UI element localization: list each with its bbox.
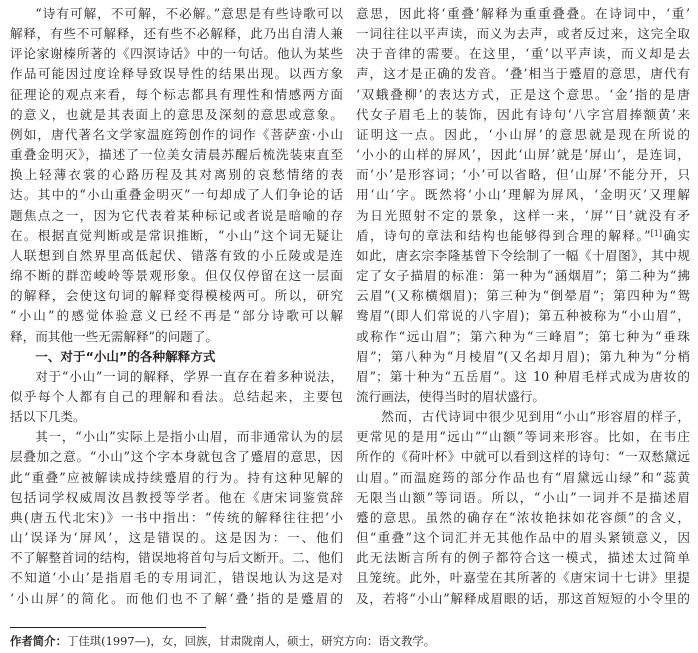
text-line: 且笼统。此外，叶嘉莹在其所著的《唐宋词十七讲》里提 <box>356 570 690 586</box>
text-line: 为日光照射不定的景象，这样一来，‘屏’‘日’就没有矛 <box>356 207 690 223</box>
text-line: ‘双蛾叠柳’的表达方式，正是这个意思。‘金’指的是唐 <box>356 86 690 102</box>
text-line: 决于音律的需要。在这里，‘重’以平声读，而义却是去 <box>356 46 690 62</box>
text-line: 不知道‘小山’是指眉毛的专用词汇，错误地认为这是对 <box>10 570 343 586</box>
text-line: “诗有可解，不可解，不必解。”意思是有些诗歌可以 <box>35 6 343 21</box>
text-line: 如此，唐玄宗李隆基曾下令绘制了一幅《十眉图》，其中规 <box>356 247 690 263</box>
text-line: 题焦点之一，因为它代表着某种标记或者说是暗喻的存 <box>10 207 343 223</box>
text-line: ‘小山屏’的简化。而他们也不了解‘叠’指的是蹙眉的 <box>10 590 343 606</box>
text-line: 山’误译为‘屏风’，这是错误的。这是因为：一、他们 <box>10 530 343 546</box>
text-line: 定了女子描眉的标准：第一种为“涵烟眉”；第二种为“拂 <box>356 268 690 284</box>
text-line: 的意义，也就是其表面上的意思及深刻的意思或意象。 <box>10 106 343 122</box>
text-line: 证明这一点。因此，‘小山屏’的意思就是现在所说的 <box>356 126 690 142</box>
text-line: 达。其中的“小山重叠金明灭”一句却成了人们争论的话 <box>10 187 343 203</box>
text-line: 绵不断的群峦峻岭等景观形象。但仅仅停留在这一层面 <box>10 268 343 284</box>
text-line: 在。根据直觉判断或是常识推断，“小山”这个词无疑让 <box>10 227 343 243</box>
text-line: 蹙的意思。虽然的确存在“浓妆艳抹如花容颜”的含义， <box>356 509 690 525</box>
footnote-rule <box>10 627 206 628</box>
text-line: 层叠加之意。“小山”这个字本身就包含了蹙眉的意思，因 <box>10 449 343 465</box>
text-line: 流行画法，使得当时的眉状盛行。 <box>356 388 545 404</box>
text-line: “小山”的感觉体验意义已经不再是“部分诗歌可以解 <box>10 308 343 324</box>
section-heading: 一、对于“小山”的各种解释方式 <box>35 348 216 364</box>
paragraph <box>356 407 690 609</box>
author-footnote <box>10 633 690 649</box>
text-line: 的解释，会使这句词的解释变得模棱两可。所以，研究 <box>10 288 343 304</box>
text-line: 重叠金明灭》，描述了一位美女清晨苏醒后梳洗装束直至 <box>10 147 343 163</box>
text-line: 释，而其他一些无需解释”的问题了。 <box>10 328 218 344</box>
text-line: 作品可能因过度诠释导致误导性的结果出现。以西方象 <box>10 66 343 82</box>
text-line: 例如，唐代著名文学家温庭筠创作的词作《菩萨蛮·小山 <box>10 126 343 142</box>
paragraph <box>10 4 343 347</box>
text-line: 更常见的是用“远山”“山额”等词来形容。比如，在韦庄 <box>356 429 690 445</box>
text-line: 对于“小山”一词的解释，学界一直存在着多种说法， <box>35 368 343 384</box>
text-line: 声，这才是正确的发音。‘叠’相当于蹙眉的意思，唐代有 <box>356 66 690 82</box>
text-line: 评论家谢榛所著的《四溟诗话》中的一句话。他认为某些 <box>10 46 343 62</box>
text-line: 但“重叠”这个词汇并无其他作品中的眉头紧锁意义，因 <box>356 530 690 546</box>
text-line: 而‘小’是形容词；‘小’可以省略，但‘山屏’不能分开，只 <box>356 167 690 183</box>
text-line: 用‘山’字。既然将‘小山’理解为屏风，‘金明灭’又理解 <box>356 187 690 203</box>
text-line: 及，若将“小山”解释成眉眼的话，那这首短短的小令里的 <box>356 590 690 606</box>
line-segment: 盾，诗句的章法和结构也能够得到合理的解释。” <box>356 227 651 243</box>
text-line: 无限当山额”等词语。所以，“小山”一词并不是描述眉 <box>356 489 690 505</box>
text-line: 征理论的观点来看，每个标志都具有理性和情感两方面 <box>10 86 343 102</box>
text-line: 云眉”(又称横烟眉)；第三种为“倒晕眉”；第四种为“鸳 <box>356 288 690 304</box>
footnote-text: 丁佳琪(1997—)，女，回族，甘肃陇南人，硕士，研究方向：语文教学。 <box>66 634 436 648</box>
text-line: 典(唐五代北宋)》一书中指出：“传统的解释往往把‘小 <box>10 509 343 525</box>
paragraph <box>10 427 343 608</box>
text-line: 眉”；第十种为“五岳眉”。这 10 种眉毛样式成为唐妆的 <box>356 368 690 384</box>
text-line: 或称作“远山眉”；第六种为“三峰眉”；第七种为“垂珠 <box>356 328 690 344</box>
text-line: 括以下几类。 <box>10 409 86 425</box>
text-line: 似乎每个人都有自己的理解和看法。总结起来，主要包 <box>10 388 343 404</box>
line-segment: 确实 <box>661 227 690 243</box>
text-line: 包括词学权威周汝昌教授等学者。他在《唐宋词鉴赏辞 <box>10 489 343 505</box>
text-line <box>356 226 690 246</box>
text-line: 代女子眉毛上的装饰，因此有诗句‘八字宫眉捧额黄’来 <box>356 106 690 122</box>
text-line: 一词往往以平声读，而义为去声，或者反过来，这完全取 <box>356 26 690 42</box>
text-line: 换上轻薄衣裳的心路历程及其对离别的哀愁情绪的表 <box>10 167 343 183</box>
text-line: 所作的《荷叶杯》中就可以看到这样的诗句：“一双愁黛远 <box>356 449 690 465</box>
text-line: 意思，因此将‘重叠’解释为重重叠叠。在诗词中，‘重’ <box>356 6 690 21</box>
text-line: 不了解整首词的结构，错误地将首句与后文断开。二、他们 <box>10 550 343 566</box>
text-line: 眉”；第八种为“月棱眉”(又名却月眉)；第九种为“分梢 <box>356 348 690 364</box>
text-line: 解释，有些不可解释，还有些不必解释，此乃出自清人兼 <box>10 26 343 42</box>
text-line: 然而，古代诗词中很少见到用“小山”形容眉的样子， <box>381 409 690 425</box>
text-line: 此无法断言所有的例子都符合这一模式，描述太过简单 <box>356 550 690 566</box>
footnote-label: 作者简介： <box>10 634 67 648</box>
left-column <box>10 4 343 609</box>
paragraph <box>10 367 343 427</box>
citation-superscript: [1] <box>650 228 662 238</box>
text-line: 其一，“小山”实际上是指小山眉，而非通常认为的层 <box>35 429 343 445</box>
right-column <box>356 4 690 609</box>
text-line: 人联想到自然界里高低起伏、错落有致的小丘陵或是连 <box>10 247 343 263</box>
paragraph <box>356 4 690 407</box>
text-line: 山眉。”而温庭筠的部分作品也有“眉黛远山绿”和“蕊黄 <box>356 469 690 485</box>
text-line: ‘小小的山样的屏风’，因此‘山屏’就是‘屏山’，是连词， <box>356 147 690 163</box>
text-line: 鸯眉”(即人们常说的八字眉)；第五种被称为“小山眉”， <box>356 308 690 324</box>
text-line: 此“重叠”应被解读成持续蹙眉的行为。持有这种见解的 <box>10 469 343 485</box>
